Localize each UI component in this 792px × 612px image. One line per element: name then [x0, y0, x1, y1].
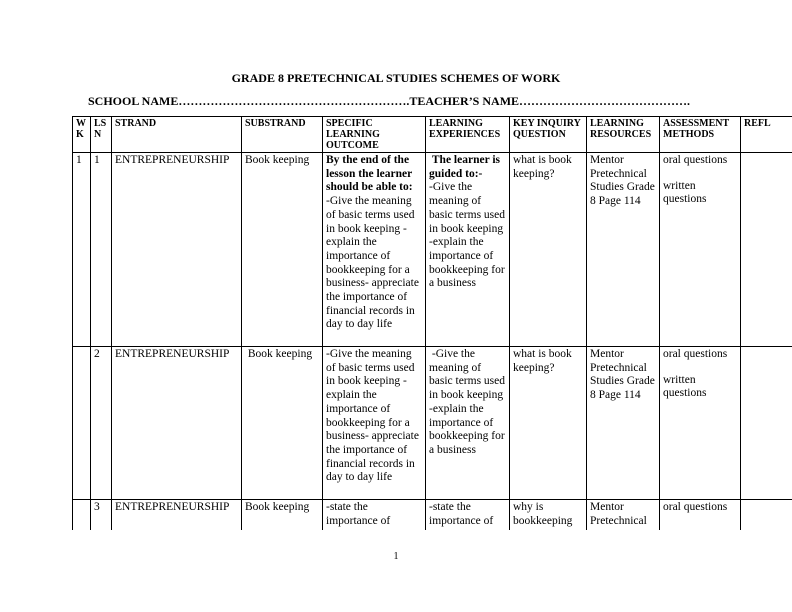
assessment-oral: oral questions: [663, 348, 728, 360]
cell-lsn: 1: [91, 153, 112, 347]
cell-strand: ENTREPRENEURSHIP: [112, 500, 242, 530]
cell-inquiry: what is book keeping?: [510, 347, 587, 500]
assessment-written: written questions: [663, 373, 707, 400]
cell-refl: [741, 347, 792, 500]
header-outcome: SPECIFIC LEARNING OUTCOME: [323, 117, 426, 153]
page-title: GRADE 8 PRETECHNICAL STUDIES SCHEMES OF WORK: [231, 71, 561, 85]
cell-wk: [73, 347, 91, 500]
assessment-oral: oral questions: [663, 154, 728, 166]
header-substrand: SUBSTRAND: [242, 117, 323, 153]
experiences-intro: The learner is guided to:-: [429, 154, 503, 180]
cell-inquiry: why is bookkeeping: [510, 500, 587, 530]
cell-outcome: [323, 153, 426, 347]
assessment-gap: [663, 362, 737, 374]
outcome-intro: By the end of the lesson the learner should be able to:: [326, 154, 413, 194]
cell-strand: ENTREPRENEURSHIP: [112, 153, 242, 347]
cell-experiences: -state the importance of: [426, 500, 510, 530]
table-header-row: [73, 117, 792, 153]
cell-substrand: Book keeping: [242, 500, 323, 530]
cell-resources: Mentor Pretechnical: [587, 500, 660, 530]
cell-refl: [741, 153, 792, 347]
cell-wk: [73, 500, 91, 530]
page-number: 1: [393, 551, 399, 562]
table-row: [73, 153, 792, 347]
cell-lsn: 3: [91, 500, 112, 530]
school-teacher-line: SCHOOL NAME………………………………………………….TEACHER’S NAME…………………………………….: [88, 94, 691, 108]
cell-substrand: Book keeping: [242, 153, 323, 347]
cell-wk: 1: [73, 153, 91, 347]
cell-assessment: [660, 153, 741, 347]
cell-resources: Mentor Pretechnical Studies Grade 8 Page 114: [587, 347, 660, 500]
table-row: [73, 347, 792, 500]
assessment-written: written questions: [663, 179, 707, 206]
cell-experiences: -Give the meaning of basic terms used in book keeping -explain the importance of bookkeeping for a business: [426, 347, 510, 500]
cell-refl: [741, 500, 792, 530]
cell-lsn: 2: [91, 347, 112, 500]
cell-outcome: -Give the meaning of basic terms used in book keeping -explain the importance of bookkeeping for a business- appreciate the importance of financial records in day to day life: [323, 347, 426, 500]
cell-outcome: -state the importance of: [323, 500, 426, 530]
header-lsn: LS N: [91, 117, 112, 153]
cell-substrand: Book keeping: [242, 347, 323, 500]
schemes-table: [72, 116, 792, 530]
header-wk: W K: [73, 117, 91, 153]
cell-strand: ENTREPRENEURSHIP: [112, 347, 242, 500]
cell-assessment: oral questions: [660, 500, 741, 530]
cell-experiences: [426, 153, 510, 347]
experiences-text: -Give the meaning of basic terms used in book keeping -explain the importance of bookkeeping for a business: [429, 181, 506, 290]
header-refl: REFL: [741, 117, 792, 153]
header-resources: LEARNING RESOURCES: [587, 117, 660, 153]
assessment-gap: [663, 168, 737, 180]
header-assessment: ASSESSMENT METHODS: [660, 117, 741, 153]
outcome-text: -Give the meaning of basic terms used in book keeping -explain the importance of bookkeeping for a business- appreciate the importance of financial records in day to day life: [326, 195, 419, 331]
table-row: [73, 500, 792, 530]
header-experiences: LEARNING EXPERIENCES: [426, 117, 510, 153]
cell-resources: Mentor Pretechnical Studies Grade 8 Page 114: [587, 153, 660, 347]
cell-assessment: [660, 347, 741, 500]
header-inquiry: KEY INQUIRY QUESTION: [510, 117, 587, 153]
cell-inquiry: what is book keeping?: [510, 153, 587, 347]
header-strand: STRAND: [112, 117, 242, 153]
